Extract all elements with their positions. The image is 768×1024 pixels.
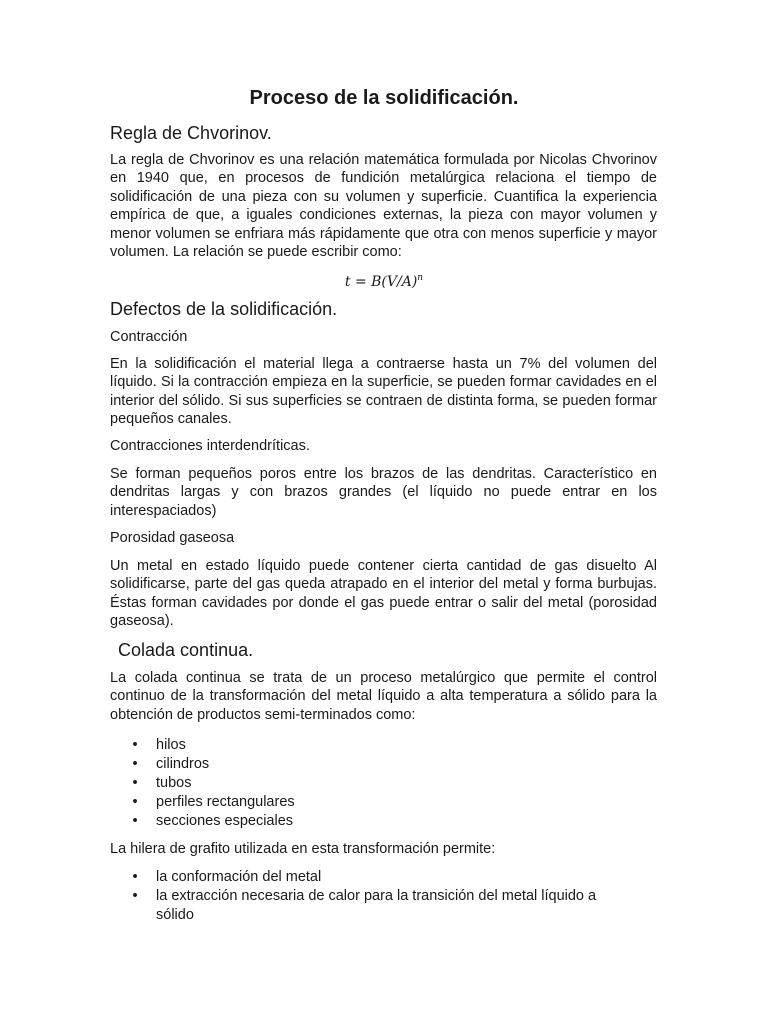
formula-base: t = B(V/A) [344,274,418,290]
hilera-list [130,868,636,925]
contraccion-paragraph: En la solidificación el material llega a contraerse hasta un 7% del volumen del líquido. Si la contracción empieza en la superficie, se pueden formar cavidades en el interior del sólido. Si sus superficies se contraen de distinta forma, se pueden formar pequeños canales. [110,356,657,428]
list-item: • la conformación del metal [130,868,636,887]
hilera-paragraph: La hilera de grafito utilizada en esta transformación permite: [110,841,496,857]
subheading-interdendriticas: Contracciones interdendríticas. [110,438,310,454]
bullet-icon: • [132,869,138,885]
bullet-icon: • [132,794,138,810]
subheading-porosidad: Porosidad gaseosa [110,530,235,546]
bullet-icon: • [132,775,138,791]
section-heading-colada: Colada continua. [118,640,254,660]
list-item: • hilos [130,736,636,755]
list-item: • perfiles rectangulares [130,793,636,812]
list-item: • tubos [130,774,636,793]
formula-exponent: n [417,273,424,283]
bullet-icon: • [132,813,138,829]
section-heading-defects: Defectos de la solidificación. [110,299,338,319]
list-item: • secciones especiales [130,812,636,831]
page-title: Proceso de la solidificación. [249,87,519,109]
subheading-contraccion: Contracción [110,329,188,345]
section-heading-chvorinov: Regla de Chvorinov. [110,123,272,143]
products-list [130,736,636,831]
bullet-icon: • [132,756,138,772]
bullet-icon: • [132,737,138,753]
colada-paragraph: La colada continua se trata de un proceso metalúrgico que permite el control continuo de la transformación del metal líquido a alta temperatura a sólido para la obtención de productos semi-terminados como: [110,670,657,723]
list-item: • la extracción necesaria de calor para la transición del metal líquido a sólido [130,887,616,925]
interdendriticas-paragraph: Se forman pequeños poros entre los brazos de las dendritas. Característico en dendritas largas y con brazos grandes (el líquido no puede entrar en los interespaciados) [110,466,657,519]
chvorinov-formula [0,269,768,291]
chvorinov-paragraph: La regla de Chvorinov es una relación matemática formulada por Nicolas Chvorinov en 1940 que, en procesos de fundición metalúrgica relaciona el tiempo de solidificación de una pieza con su volumen y superficie. Cuantifica la experiencia empírica de que, a iguales condiciones externas, la pieza con mayor volumen y menor volumen se enfriara más rápidamente que otra con menos superficie y mayor volumen. La relación se puede escribir como: [110,152,657,261]
bullet-icon: • [132,888,138,904]
porosidad-paragraph: Un metal en estado líquido puede contener cierta cantidad de gas disuelto Al solidificarse, parte del gas queda atrapado en el interior del metal y forma burbujas. Éstas forman cavidades por donde el gas puede entrar o salir del metal (porosidad gaseosa). [110,558,657,630]
list-item: • cilindros [130,755,636,774]
